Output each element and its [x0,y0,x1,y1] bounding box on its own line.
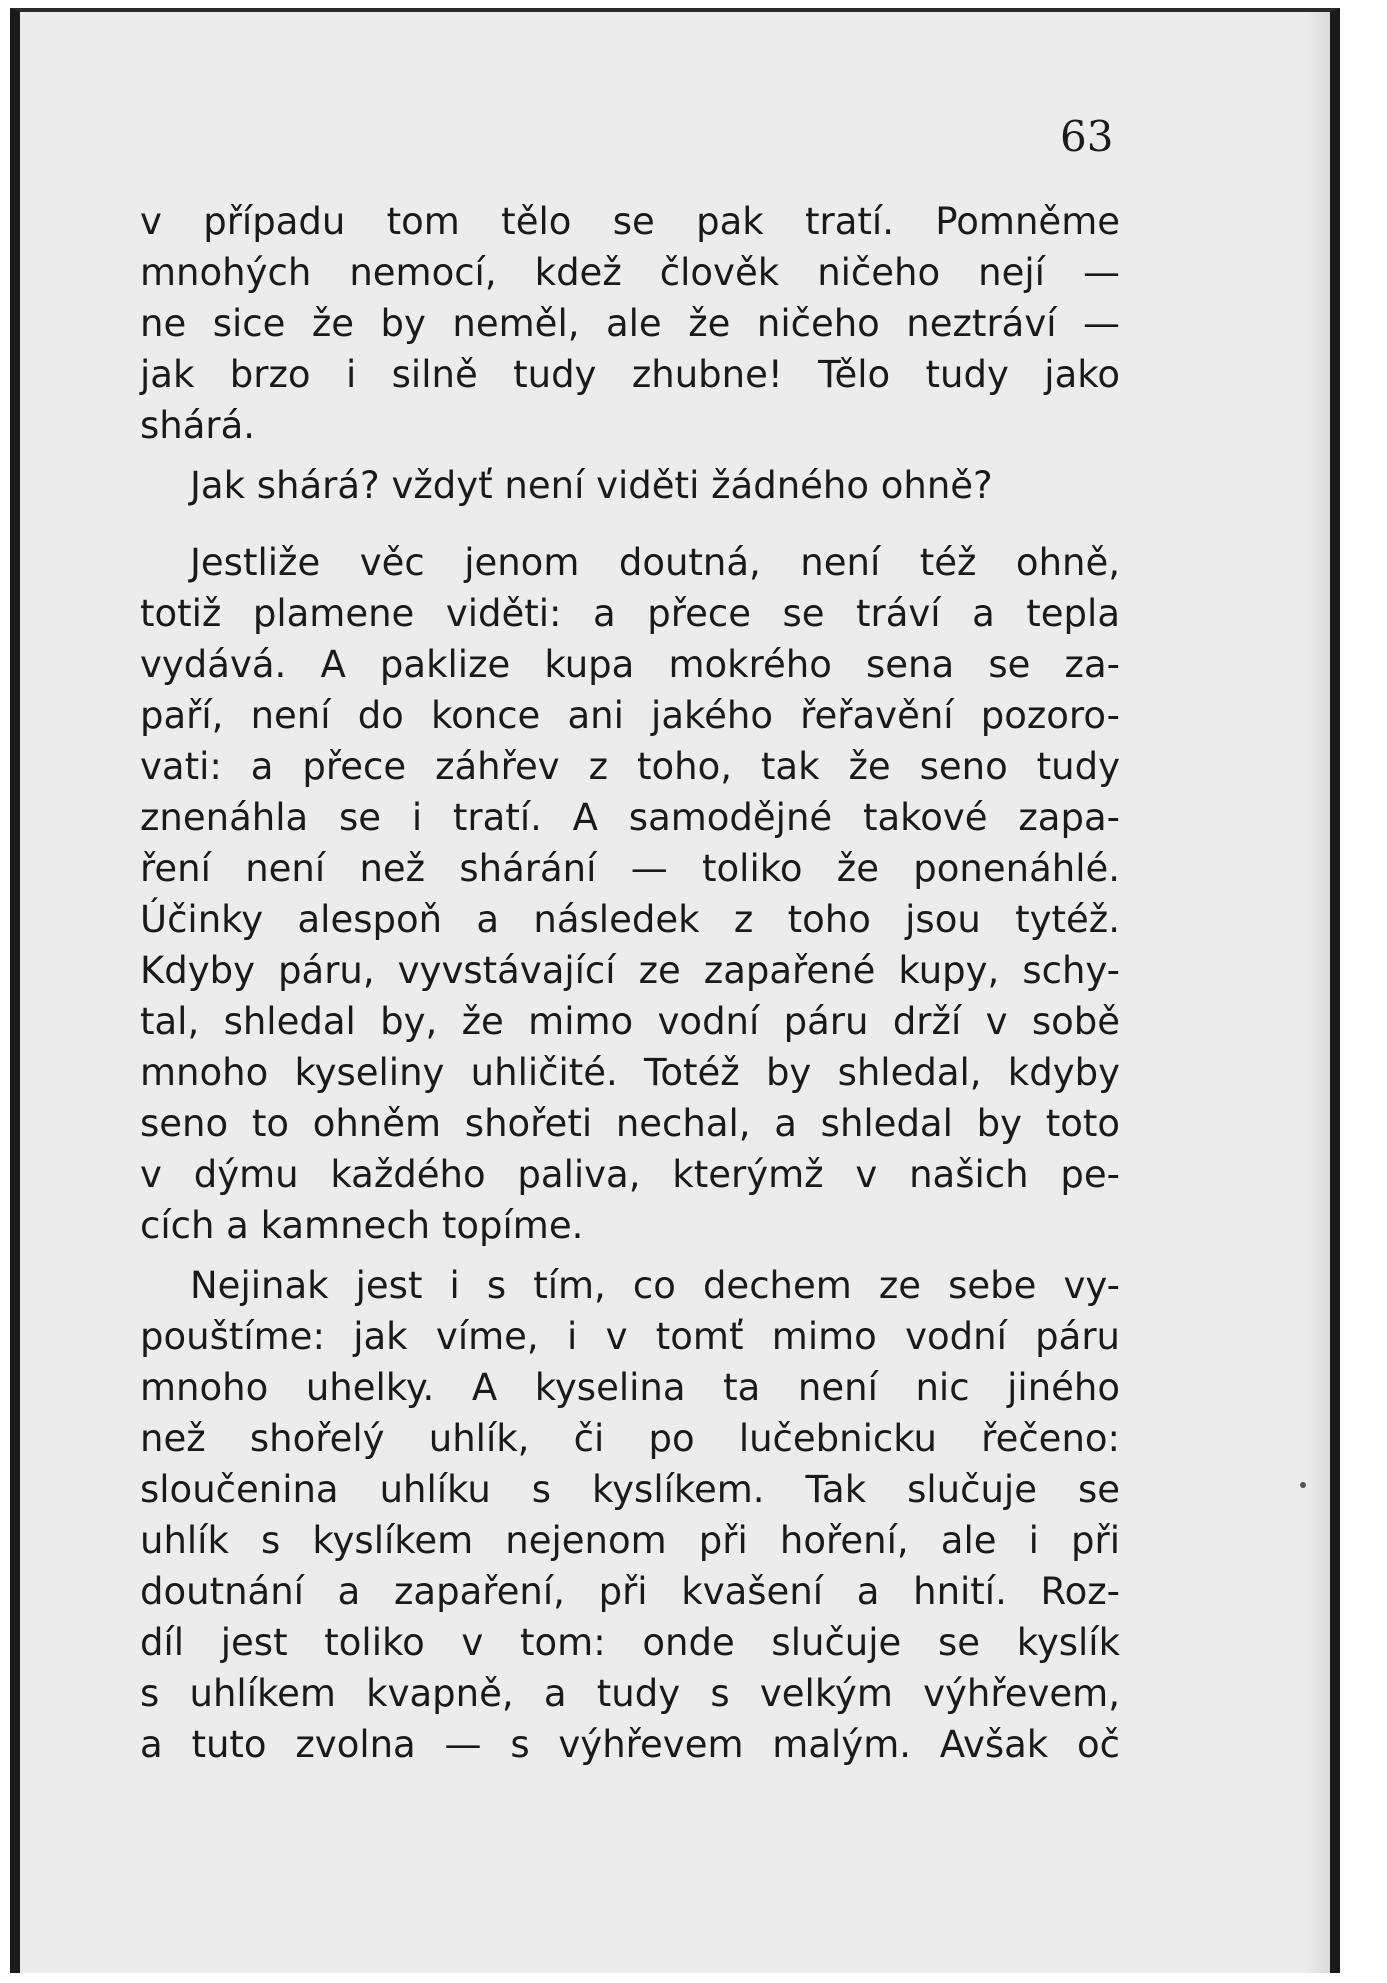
text-line: tal, shledal by, že mimo vodní páru drží v sobě [140,1000,1120,1043]
paragraph-2 [140,460,1120,511]
text-line: než shořelý uhlík, či po lučebnicku řečeno: [140,1417,1120,1460]
text-line: paří, není do konce ani jakého řeřavění pozoro- [140,694,1120,737]
text-line: Jestliže věc jenom doutná, není též ohně, [190,541,1120,584]
scan-speck [1300,1482,1306,1488]
text-line: s uhlíkem kvapně, a tudy s velkým výhřevem, [140,1672,1120,1715]
text-line: Kdyby páru, vyvstávající ze zapařené kupy, schy- [140,949,1120,992]
text-line: pouštíme: jak víme, i v tomť mimo vodní páru [140,1315,1120,1358]
text-line: vati: a přece záhřev z toho, tak že seno tudy [140,745,1120,788]
text-line: Nejinak jest i s tím, co dechem ze sebe vy- [190,1264,1120,1307]
text-line: sloučenina uhlíku s kyslíkem. Tak slučuje se [140,1468,1120,1511]
text-line: v případu tom tělo se pak tratí. Pomněme [140,200,1120,243]
text-line: cích a kamnech topíme. [140,1204,584,1247]
text-line: Účinky alespoň a následek z toho jsou tytéž. [140,898,1120,941]
paragraph-4 [140,1260,1120,1770]
text-line: ření není než shárání — toliko že ponenáhlé. [140,847,1120,890]
text-line: díl jest toliko v tom: onde slučuje se kyslík [140,1621,1120,1664]
text-line: a tuto zvolna — s výhřevem malým. Avšak oč [140,1723,1120,1766]
page-number: 63 [1060,112,1114,161]
text-line: mnoho uhelky. A kyselina ta není nic jiného [140,1366,1120,1409]
text-line: ne sice že by neměl, ale že ničeho neztráví — [140,302,1120,345]
text-line: Jak shárá? vždyť není viděti žádného ohně? [190,464,993,507]
text-line: shárá. [140,404,256,447]
text-line: doutnání a zapaření, při kvašení a hnití. Roz- [140,1570,1120,1613]
page-edge-shadow [1306,12,1330,1973]
book-page [10,8,1340,1973]
text-line: znenáhla se i tratí. A samodějné takové zapa- [140,796,1120,839]
text-line: v dýmu každého paliva, kterýmž v našich pe- [140,1153,1120,1196]
text-line: seno to ohněm shořeti nechal, a shledal by toto [140,1102,1120,1145]
text-line: jak brzo i silně tudy zhubne! Tělo tudy jako [140,353,1120,396]
text-line: mnoho kyseliny uhličité. Totéž by shledal, kdyby [140,1051,1120,1094]
paragraph-3 [140,537,1120,1251]
text-line: vydává. A paklize kupa mokrého sena se za- [140,643,1120,686]
text-line: uhlík s kyslíkem nejenom při hoření, ale i při [140,1519,1120,1562]
paragraph-1 [140,196,1120,451]
text-line: totiž plamene viděti: a přece se tráví a tepla [140,592,1120,635]
text-line: mnohých nemocí, kdež člověk ničeho nejí — [140,251,1120,294]
